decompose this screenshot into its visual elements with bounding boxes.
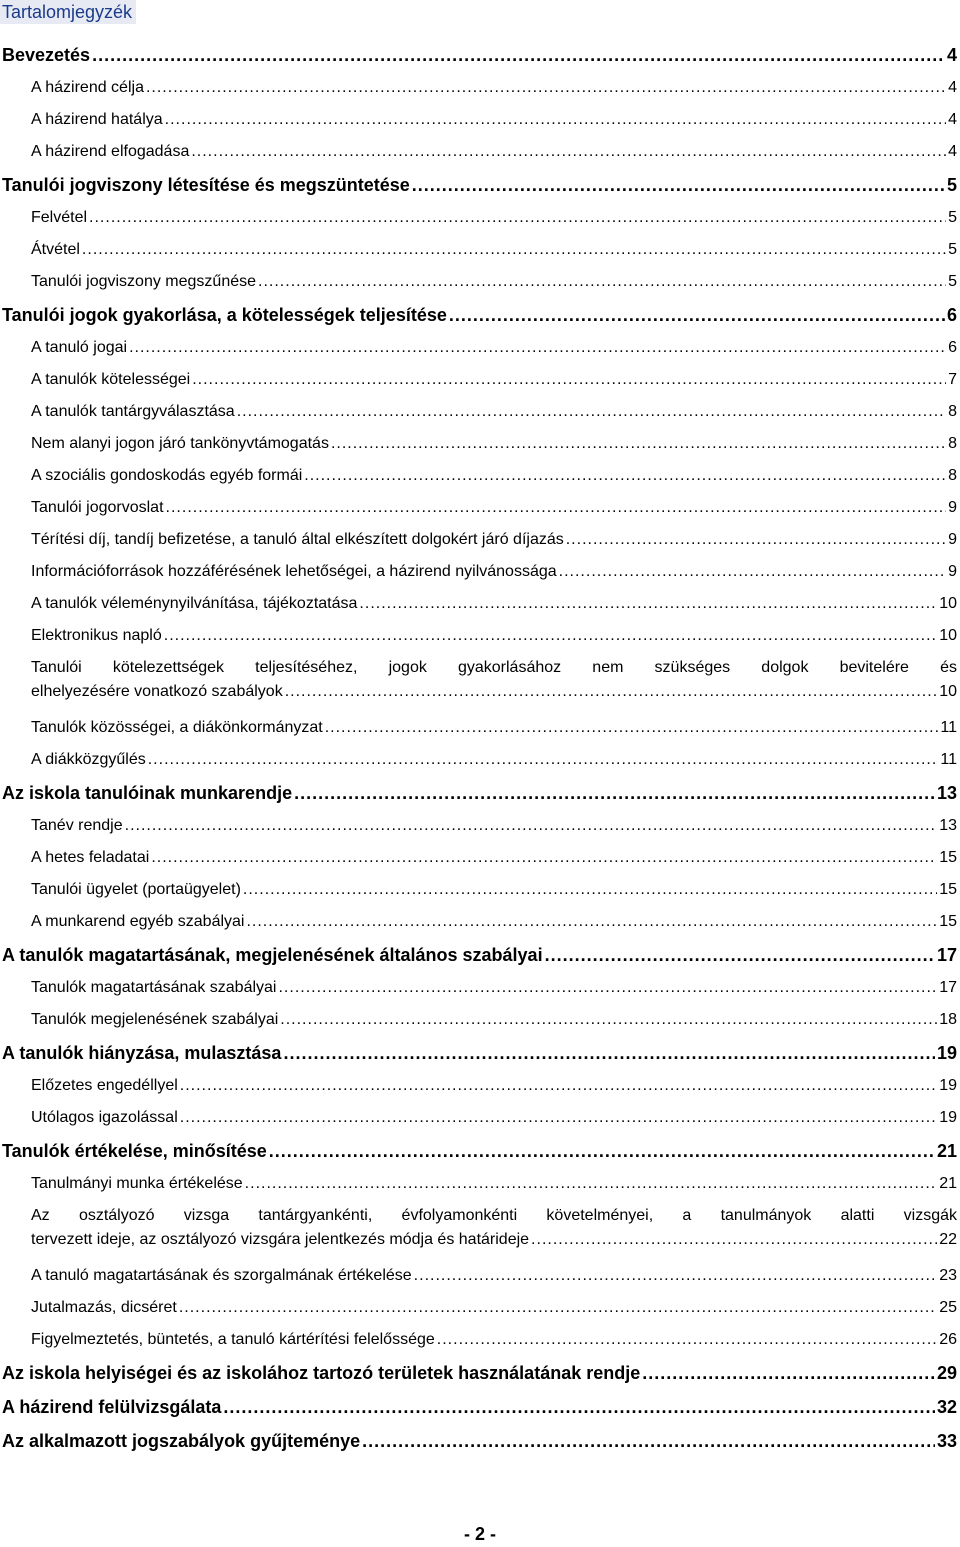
dot-leader: [223, 1390, 935, 1424]
dot-leader: [258, 266, 946, 298]
dot-leader: [165, 104, 946, 136]
toc-subentry[interactable]: [2, 364, 957, 396]
toc-entry-page: 4: [948, 111, 957, 128]
toc-subentry[interactable]: [2, 428, 957, 460]
toc-entry-line: [2, 1424, 957, 1458]
toc-entry-line: [31, 874, 957, 906]
toc-entry-title: Tanulók közösségei, a diákönkormányzat: [31, 719, 323, 736]
toc-heading-entry[interactable]: [2, 776, 957, 810]
toc-heading-entry[interactable]: [2, 1036, 957, 1070]
toc-entry-title: A diákközgyűlés: [31, 751, 146, 768]
toc-entry-title: A munkarend egyéb szabályai: [31, 913, 245, 930]
toc-entry-title: Az alkalmazott jogszabályok gyűjteménye: [2, 1431, 361, 1451]
toc-entry-title: A házirend hatálya: [31, 111, 163, 128]
toc-entry-page: 19: [939, 1077, 957, 1094]
toc-entry-page: 6: [948, 339, 957, 356]
toc-entry-title: elhelyezésére vonatkozó szabályok: [31, 683, 283, 700]
toc-entry-title: Tanév rendje: [31, 817, 123, 834]
toc-entry-page: 10: [939, 595, 957, 612]
dot-leader: [164, 620, 937, 652]
toc-entry-page: 9: [948, 499, 957, 516]
toc-subentry[interactable]: [2, 588, 957, 620]
toc-entry-title: Tanulói jogviszony megszűnése: [31, 273, 257, 290]
toc-heading-entry[interactable]: [2, 38, 957, 72]
toc-entry-line: [2, 1134, 957, 1168]
toc-entry-line: [31, 972, 957, 1004]
dot-leader: [192, 364, 946, 396]
toc-subentry[interactable]: [2, 460, 957, 492]
toc-entry-page: 10: [939, 627, 957, 644]
toc-entry-line: [31, 1168, 957, 1200]
dot-leader: [449, 298, 945, 332]
toc-entry-title: A tanulók véleménynyilvánítása, tájékoztatása: [31, 595, 358, 612]
toc-subentry[interactable]: [2, 744, 957, 776]
toc-subentry[interactable]: [2, 136, 957, 168]
toc-entry-page: 11: [940, 719, 957, 736]
toc-subentry[interactable]: [2, 906, 957, 938]
toc-heading-entry[interactable]: [2, 938, 957, 972]
toc-entry-title: A tanulók tantárgyválasztása: [31, 403, 235, 420]
dot-leader: [566, 524, 946, 556]
toc-entry-line: [31, 396, 957, 428]
toc-entry-page: 9: [948, 531, 957, 548]
toc-subentry[interactable]: [2, 234, 957, 266]
toc-subentry[interactable]: [2, 1292, 957, 1324]
toc-subentry[interactable]: [2, 396, 957, 428]
toc-entry-title: Tanulók megjelenésének szabályai: [31, 1011, 279, 1028]
toc-subentry[interactable]: [2, 202, 957, 234]
toc-entry-line: [2, 38, 957, 72]
toc-subentry[interactable]: [2, 1070, 957, 1102]
toc-entry-line: [2, 298, 957, 332]
dot-leader: [191, 136, 946, 168]
dot-leader: [412, 168, 945, 202]
toc-subentry[interactable]: [2, 1260, 957, 1292]
toc-entry-title: A tanulók kötelességei: [31, 371, 191, 388]
toc-entry-page: 5: [946, 175, 957, 195]
table-of-contents: [2, 38, 957, 1458]
toc-entry-page: 21: [936, 1141, 957, 1161]
dot-leader: [304, 460, 946, 492]
dot-leader: [179, 1292, 937, 1324]
toc-entry-page: 4: [948, 79, 957, 96]
dot-leader: [325, 712, 939, 744]
dot-leader: [559, 556, 946, 588]
toc-entry-line: [31, 234, 957, 266]
toc-entry-page: 7: [948, 371, 957, 388]
dot-leader: [294, 776, 935, 810]
toc-entry-page: 13: [939, 817, 957, 834]
toc-subentry[interactable]: [2, 332, 957, 364]
dot-leader: [180, 1070, 937, 1102]
toc-entry-page: 17: [936, 945, 957, 965]
toc-subentry[interactable]: [2, 1324, 957, 1356]
toc-entry-title: Tanulmányi munka értékelése: [31, 1175, 243, 1192]
toc-entry-line: [31, 588, 957, 620]
toc-subentry[interactable]: [2, 874, 957, 906]
toc-entry-page: 5: [948, 209, 957, 226]
dot-leader: [642, 1356, 935, 1390]
dot-leader: [359, 588, 937, 620]
toc-entry-line: [31, 906, 957, 938]
dot-leader: [531, 1228, 937, 1252]
toc-entry-title: Bevezetés: [2, 45, 91, 65]
toc-entry-page: 15: [939, 881, 957, 898]
dot-leader: [280, 1004, 937, 1036]
toc-entry-line: [31, 1102, 957, 1134]
toc-entry-page: 19: [939, 1109, 957, 1126]
toc-entry-title: Tanulói ügyelet (portaügyelet): [31, 881, 241, 898]
toc-entry-line: [31, 1004, 957, 1036]
toc-heading-entry[interactable]: [2, 1390, 957, 1424]
toc-entry-title: Térítési díj, tandíj befizetése, a tanuló által elkészített dolgokért járó díjazás: [31, 531, 564, 548]
toc-entry-page: 8: [948, 435, 957, 452]
dot-leader: [89, 202, 946, 234]
toc-entry-title: Átvétel: [31, 241, 80, 258]
toc-entry-title: A házirend célja: [31, 79, 144, 96]
toc-entry-title: Előzetes engedéllyel: [31, 1077, 178, 1094]
toc-entry-title: Nem alanyi jogon járó tankönyvtámogatás: [31, 435, 329, 452]
toc-entry-line: [31, 524, 957, 556]
toc-entry-line: [31, 202, 957, 234]
toc-entry-title: Tanulói jogok gyakorlása, a kötelességek teljesítése: [2, 305, 447, 325]
toc-heading-entry[interactable]: [2, 1356, 957, 1390]
toc-subentry[interactable]: [2, 104, 957, 136]
toc-entry-title: A szociális gondoskodás egyéb formái: [31, 467, 303, 484]
dot-leader: [125, 810, 938, 842]
toc-entry-page: 25: [939, 1299, 957, 1316]
toc-entry-line: [31, 492, 957, 524]
toc-subentry[interactable]: [2, 492, 957, 524]
toc-entry-page: 15: [939, 849, 957, 866]
toc-entry-title: Jutalmazás, dicséret: [31, 1299, 177, 1316]
toc-entry-title: A hetes feladatai: [31, 849, 150, 866]
toc-entry-line: [31, 266, 957, 298]
dot-leader: [545, 938, 935, 972]
dot-leader: [245, 1168, 938, 1200]
toc-entry-title: A tanulók hiányzása, mulasztása: [2, 1043, 282, 1063]
dot-leader: [146, 72, 946, 104]
dot-leader: [285, 680, 938, 704]
toc-subentry[interactable]: [2, 556, 957, 588]
toc-entry-line: [2, 938, 957, 972]
toc-entry-line: [31, 104, 957, 136]
dot-leader: [148, 744, 939, 776]
toc-entry-page: 8: [948, 403, 957, 420]
toc-entry-line: [31, 712, 957, 744]
dot-leader: [92, 38, 945, 72]
toc-entry-page: 9: [948, 563, 957, 580]
toc-heading-entry[interactable]: [2, 298, 957, 332]
toc-entry-page: 18: [939, 1011, 957, 1028]
toc-entry-page: 11: [940, 751, 957, 768]
dot-leader: [166, 492, 947, 524]
toc-heading-entry[interactable]: [2, 168, 957, 202]
dot-leader: [82, 234, 946, 266]
toc-entry-page: 13: [936, 783, 957, 803]
toc-entry-page: 4: [946, 45, 957, 65]
toc-heading-entry[interactable]: [2, 1134, 957, 1168]
toc-entry-title: tervezett ideje, az osztályozó vizsgára jelentkezés módja és határideje: [31, 1231, 530, 1248]
page-number: - 2 -: [463, 1524, 496, 1544]
toc-subentry[interactable]: [2, 524, 957, 556]
toc-entry-page: 29: [936, 1363, 957, 1383]
toc-entry-line: [31, 136, 957, 168]
dot-leader: [180, 1102, 937, 1134]
toc-entry-line: [31, 1228, 957, 1260]
toc-entry-title: Tanulói jogorvoslat: [31, 499, 164, 516]
toc-subentry[interactable]: [2, 652, 957, 712]
toc-entry-line: [31, 428, 957, 460]
toc-subentry[interactable]: [2, 620, 957, 652]
toc-entry-title: Tanulói jogviszony létesítése és megszüntetése: [2, 175, 410, 195]
toc-entry-page: 23: [939, 1267, 957, 1284]
toc-entry-line: [31, 1324, 957, 1356]
toc-entry-line: [31, 364, 957, 396]
toc-entry-title: A tanuló magatartásának és szorgalmának értékelése: [31, 1267, 412, 1284]
toc-entry-page: 32: [936, 1397, 957, 1417]
toc-entry-title: Az iskola tanulóinak munkarendje: [2, 783, 293, 803]
toc-entry-line: [31, 842, 957, 874]
toc-entry-title: A házirend elfogadása: [31, 143, 190, 160]
toc-entry-title: Az iskola helyiségei és az iskolához tartozó területek használatának rendje: [2, 1363, 641, 1383]
dot-leader: [437, 1324, 937, 1356]
toc-entry-page: 8: [948, 467, 957, 484]
toc-subentry[interactable]: [2, 1168, 957, 1200]
toc-title: Tartalomjegyzék: [0, 0, 136, 24]
toc-entry-page: 5: [948, 241, 957, 258]
toc-entry-page: 5: [948, 273, 957, 290]
toc-entry-page: 17: [939, 979, 957, 996]
toc-entry-line: [31, 1070, 957, 1102]
toc-subentry[interactable]: [2, 810, 957, 842]
dot-leader: [278, 972, 937, 1004]
toc-entry-title: Elektronikus napló: [31, 627, 162, 644]
toc-entry-page: 21: [939, 1175, 957, 1192]
toc-subentry[interactable]: [2, 1200, 957, 1260]
toc-entry-line: [31, 332, 957, 364]
toc-subentry[interactable]: [2, 72, 957, 104]
toc-entry-line: [31, 556, 957, 588]
dot-leader: [129, 332, 946, 364]
toc-subentry[interactable]: [2, 266, 957, 298]
toc-entry-title: A tanuló jogai: [31, 339, 128, 356]
dot-leader: [414, 1260, 938, 1292]
dot-leader: [237, 396, 946, 428]
toc-entry-page: 10: [939, 683, 957, 700]
toc-entry-page: 6: [946, 305, 957, 325]
toc-entry-line: [31, 744, 957, 776]
toc-subentry[interactable]: [2, 972, 957, 1004]
toc-entry-page: 4: [948, 143, 957, 160]
toc-entry-page: 33: [936, 1431, 957, 1451]
dot-leader: [246, 906, 937, 938]
toc-entry-title: Felvétel: [31, 209, 88, 226]
dot-leader: [283, 1036, 935, 1070]
toc-entry-line: [2, 776, 957, 810]
toc-entry-title: A tanulók magatartásának, megjelenésének általános szabályai: [2, 945, 543, 965]
toc-entry-page: 22: [939, 1231, 957, 1248]
toc-entry-line: [2, 1036, 957, 1070]
toc-subentry[interactable]: [2, 842, 957, 874]
toc-entry-page: 26: [939, 1331, 957, 1348]
toc-entry-title: A házirend felülvizsgálata: [2, 1397, 222, 1417]
toc-entry-line: [2, 168, 957, 202]
toc-entry-title: Tanulók értékelése, minősítése: [2, 1141, 267, 1161]
toc-entry-line: [31, 460, 957, 492]
toc-entry-title: Információforrások hozzáférésének lehetőségei, a házirend nyilvánossága: [31, 563, 557, 580]
toc-entry-page: 19: [936, 1043, 957, 1063]
toc-heading-entry[interactable]: [2, 1424, 957, 1458]
toc-entry-line: [2, 1356, 957, 1390]
toc-entry-line: [31, 72, 957, 104]
toc-entry-title: Figyelmeztetés, büntetés, a tanuló kártérítési felelőssége: [31, 1331, 435, 1348]
toc-entry-page: 15: [939, 913, 957, 930]
toc-entry-line: [31, 680, 957, 712]
dot-leader: [362, 1424, 935, 1458]
toc-entry-title: Tanulók magatartásának szabályai: [31, 979, 277, 996]
toc-subentry[interactable]: [2, 1004, 957, 1036]
toc-entry-title: Utólagos igazolással: [31, 1109, 178, 1126]
dot-leader: [243, 874, 937, 906]
toc-entry-line: [2, 1390, 957, 1424]
dot-leader: [331, 428, 946, 460]
toc-entry-text-first-line: Tanulói kötelezettségek teljesítéséhez, jogok gyakorlásához nem szükséges dolgok bevitelére és: [31, 659, 957, 676]
toc-entry-line: [31, 1292, 957, 1324]
toc-entry-line: [31, 1260, 957, 1292]
toc-entry-line: [31, 620, 957, 652]
toc-subentry[interactable]: [2, 1102, 957, 1134]
toc-entry-text-first-line: Az osztályozó vizsga tantárgyankénti, évfolyamonkénti követelményei, a tanulmányok alatti vizsgák: [31, 1207, 957, 1224]
toc-entry-line: [31, 810, 957, 842]
toc-subentry[interactable]: [2, 712, 957, 744]
dot-leader: [269, 1134, 935, 1168]
dot-leader: [151, 842, 937, 874]
